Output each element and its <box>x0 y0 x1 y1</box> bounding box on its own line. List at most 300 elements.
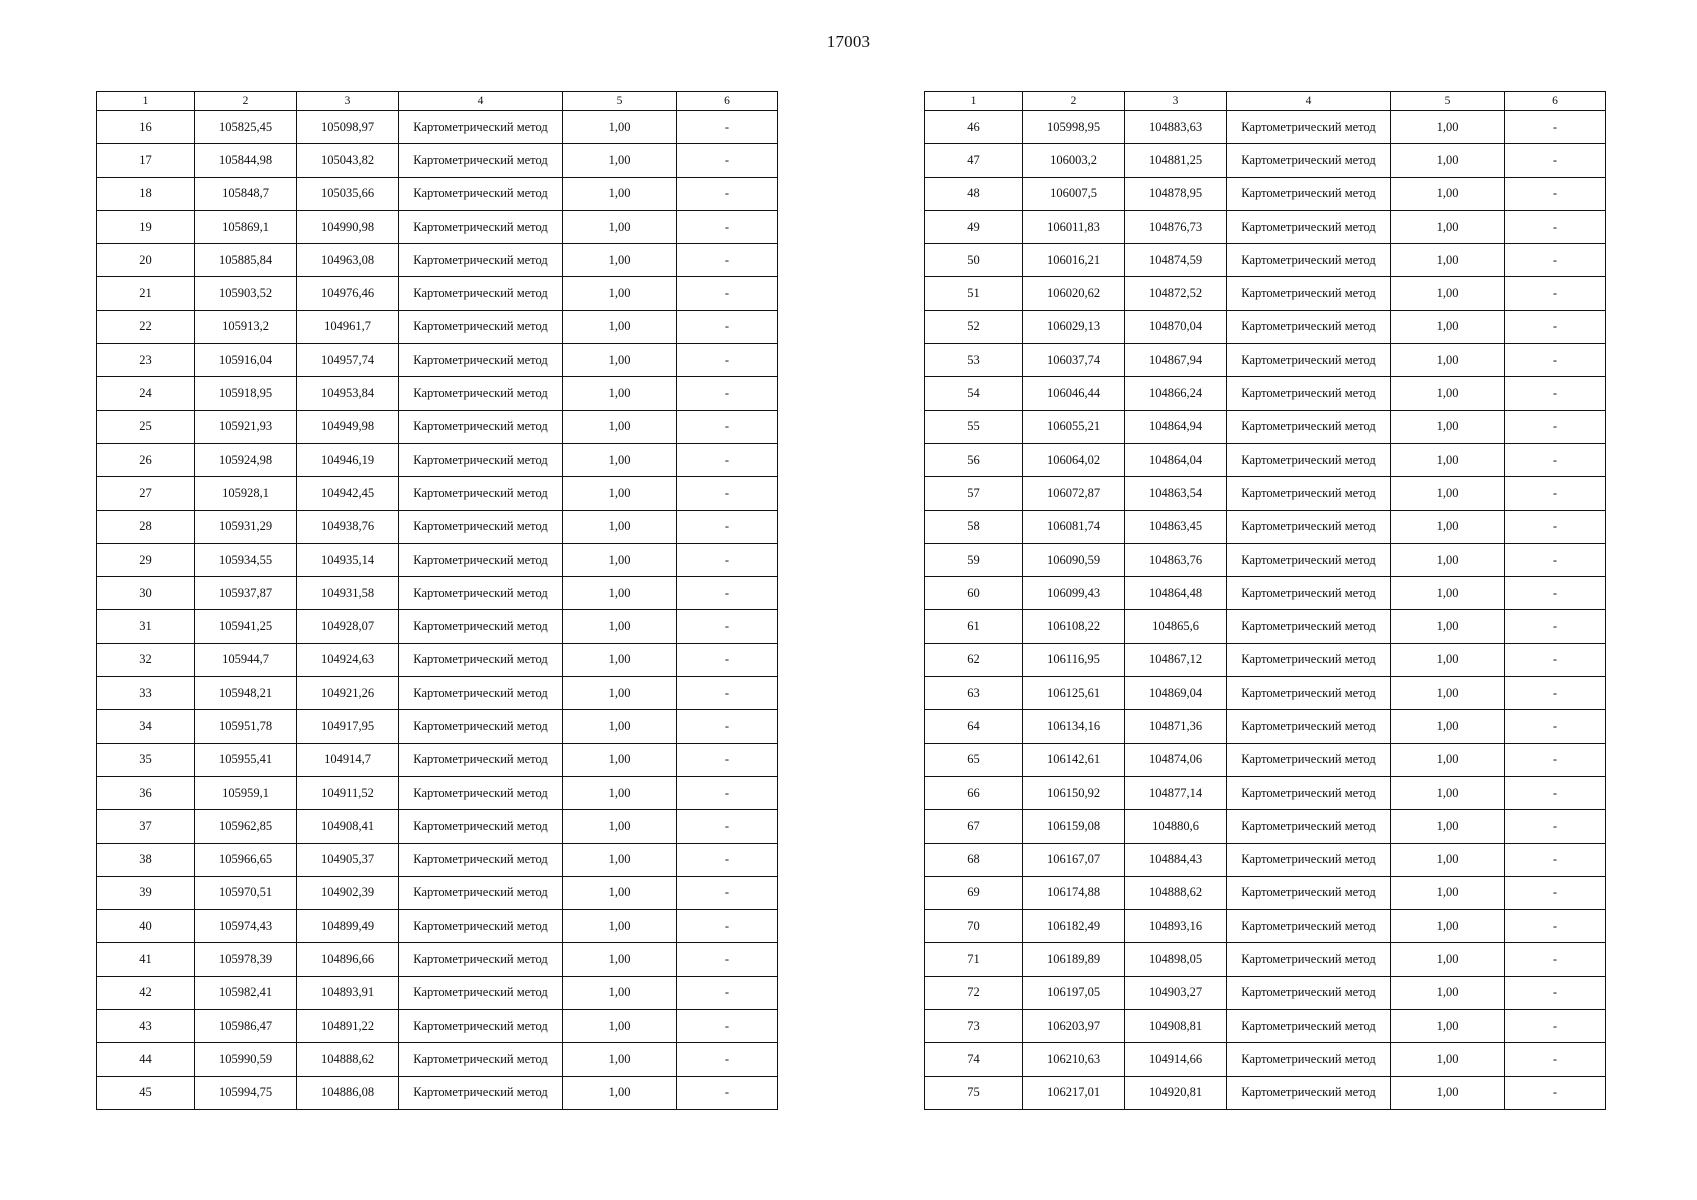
table-header-row <box>97 92 778 111</box>
y-coordinate-cell: 104924,63 <box>297 643 399 676</box>
column-header: 6 <box>677 92 778 111</box>
y-coordinate-cell: 104891,22 <box>297 1010 399 1043</box>
y-coordinate-cell: 104881,25 <box>1125 144 1227 177</box>
x-coordinate-cell: 105966,65 <box>195 843 297 876</box>
y-coordinate-cell: 104863,54 <box>1125 477 1227 510</box>
point-number-cell: 22 <box>97 310 195 343</box>
table-row <box>97 843 778 876</box>
y-coordinate-cell: 104874,59 <box>1125 244 1227 277</box>
description-cell: - <box>677 976 778 1009</box>
description-cell: - <box>677 344 778 377</box>
method-cell: Картометрический метод <box>399 344 563 377</box>
accuracy-cell: 1,00 <box>563 1076 677 1109</box>
description-cell: - <box>1505 210 1606 243</box>
accuracy-cell: 1,00 <box>1391 177 1505 210</box>
point-number-cell: 60 <box>925 577 1023 610</box>
table-row <box>925 776 1606 809</box>
x-coordinate-cell: 105986,47 <box>195 1010 297 1043</box>
point-number-cell: 35 <box>97 743 195 776</box>
y-coordinate-cell: 104864,48 <box>1125 577 1227 610</box>
accuracy-cell: 1,00 <box>1391 743 1505 776</box>
accuracy-cell: 1,00 <box>563 976 677 1009</box>
point-number-cell: 44 <box>97 1043 195 1076</box>
description-cell: - <box>1505 177 1606 210</box>
coordinates-table-left <box>96 91 778 1110</box>
x-coordinate-cell: 106007,5 <box>1023 177 1125 210</box>
table-row <box>925 876 1606 909</box>
point-number-cell: 62 <box>925 643 1023 676</box>
table-row <box>97 976 778 1009</box>
method-cell: Картометрический метод <box>399 843 563 876</box>
accuracy-cell: 1,00 <box>563 876 677 909</box>
table-row <box>925 976 1606 1009</box>
method-cell: Картометрический метод <box>399 543 563 576</box>
method-cell: Картометрический метод <box>1227 310 1391 343</box>
method-cell: Картометрический метод <box>399 377 563 410</box>
accuracy-cell: 1,00 <box>563 810 677 843</box>
description-cell: - <box>1505 577 1606 610</box>
accuracy-cell: 1,00 <box>563 776 677 809</box>
point-number-cell: 46 <box>925 111 1023 144</box>
method-cell: Картометрический метод <box>1227 344 1391 377</box>
description-cell: - <box>677 643 778 676</box>
table-row <box>97 510 778 543</box>
x-coordinate-cell: 105844,98 <box>195 144 297 177</box>
accuracy-cell: 1,00 <box>563 843 677 876</box>
method-cell: Картометрический метод <box>1227 443 1391 476</box>
point-number-cell: 55 <box>925 410 1023 443</box>
point-number-cell: 67 <box>925 810 1023 843</box>
x-coordinate-cell: 105869,1 <box>195 210 297 243</box>
x-coordinate-cell: 106016,21 <box>1023 244 1125 277</box>
accuracy-cell: 1,00 <box>563 144 677 177</box>
accuracy-cell: 1,00 <box>563 443 677 476</box>
description-cell: - <box>677 1076 778 1109</box>
method-cell: Картометрический метод <box>399 976 563 1009</box>
y-coordinate-cell: 104946,19 <box>297 443 399 476</box>
table-row <box>97 344 778 377</box>
y-coordinate-cell: 104905,37 <box>297 843 399 876</box>
table-header-row <box>925 92 1606 111</box>
y-coordinate-cell: 104876,73 <box>1125 210 1227 243</box>
x-coordinate-cell: 106167,07 <box>1023 843 1125 876</box>
accuracy-cell: 1,00 <box>563 244 677 277</box>
x-coordinate-cell: 105825,45 <box>195 111 297 144</box>
table-row <box>925 543 1606 576</box>
description-cell: - <box>1505 1043 1606 1076</box>
accuracy-cell: 1,00 <box>1391 377 1505 410</box>
table-row <box>97 743 778 776</box>
method-cell: Картометрический метод <box>399 177 563 210</box>
x-coordinate-cell: 105951,78 <box>195 710 297 743</box>
x-coordinate-cell: 106203,97 <box>1023 1010 1125 1043</box>
accuracy-cell: 1,00 <box>563 1010 677 1043</box>
x-coordinate-cell: 106090,59 <box>1023 543 1125 576</box>
point-number-cell: 39 <box>97 876 195 909</box>
x-coordinate-cell: 105916,04 <box>195 344 297 377</box>
table-row <box>97 643 778 676</box>
accuracy-cell: 1,00 <box>1391 876 1505 909</box>
y-coordinate-cell: 104902,39 <box>297 876 399 909</box>
point-number-cell: 52 <box>925 310 1023 343</box>
description-cell: - <box>677 776 778 809</box>
column-header: 6 <box>1505 92 1606 111</box>
accuracy-cell: 1,00 <box>1391 643 1505 676</box>
accuracy-cell: 1,00 <box>1391 710 1505 743</box>
x-coordinate-cell: 105978,39 <box>195 943 297 976</box>
description-cell: - <box>677 210 778 243</box>
description-cell: - <box>1505 810 1606 843</box>
accuracy-cell: 1,00 <box>1391 344 1505 377</box>
x-coordinate-cell: 106003,2 <box>1023 144 1125 177</box>
x-coordinate-cell: 106134,16 <box>1023 710 1125 743</box>
point-number-cell: 25 <box>97 410 195 443</box>
table-row <box>925 443 1606 476</box>
method-cell: Картометрический метод <box>399 876 563 909</box>
description-cell: - <box>1505 1010 1606 1043</box>
method-cell: Картометрический метод <box>1227 410 1391 443</box>
accuracy-cell: 1,00 <box>563 1043 677 1076</box>
y-coordinate-cell: 104935,14 <box>297 543 399 576</box>
point-number-cell: 61 <box>925 610 1023 643</box>
x-coordinate-cell: 106099,43 <box>1023 577 1125 610</box>
description-cell: - <box>1505 111 1606 144</box>
y-coordinate-cell: 104903,27 <box>1125 976 1227 1009</box>
x-coordinate-cell: 105998,95 <box>1023 111 1125 144</box>
y-coordinate-cell: 104953,84 <box>297 377 399 410</box>
table-row <box>97 943 778 976</box>
point-number-cell: 50 <box>925 244 1023 277</box>
table-row <box>925 843 1606 876</box>
method-cell: Картометрический метод <box>1227 910 1391 943</box>
x-coordinate-cell: 106174,88 <box>1023 876 1125 909</box>
point-number-cell: 28 <box>97 510 195 543</box>
method-cell: Картометрический метод <box>399 577 563 610</box>
y-coordinate-cell: 104898,05 <box>1125 943 1227 976</box>
y-coordinate-cell: 104961,7 <box>297 310 399 343</box>
description-cell: - <box>677 1010 778 1043</box>
method-cell: Картометрический метод <box>1227 810 1391 843</box>
point-number-cell: 40 <box>97 910 195 943</box>
accuracy-cell: 1,00 <box>563 643 677 676</box>
point-number-cell: 75 <box>925 1076 1023 1109</box>
method-cell: Картометрический метод <box>1227 943 1391 976</box>
point-number-cell: 21 <box>97 277 195 310</box>
y-coordinate-cell: 105098,97 <box>297 111 399 144</box>
accuracy-cell: 1,00 <box>563 210 677 243</box>
column-header: 5 <box>563 92 677 111</box>
point-number-cell: 59 <box>925 543 1023 576</box>
point-number-cell: 37 <box>97 810 195 843</box>
accuracy-cell: 1,00 <box>1391 776 1505 809</box>
x-coordinate-cell: 105948,21 <box>195 677 297 710</box>
x-coordinate-cell: 106182,49 <box>1023 910 1125 943</box>
method-cell: Картометрический метод <box>399 1076 563 1109</box>
point-number-cell: 68 <box>925 843 1023 876</box>
table-row <box>925 410 1606 443</box>
point-number-cell: 32 <box>97 643 195 676</box>
accuracy-cell: 1,00 <box>563 743 677 776</box>
method-cell: Картометрический метод <box>399 1043 563 1076</box>
y-coordinate-cell: 104896,66 <box>297 943 399 976</box>
table-row <box>925 244 1606 277</box>
x-coordinate-cell: 106197,05 <box>1023 976 1125 1009</box>
point-number-cell: 54 <box>925 377 1023 410</box>
table-row <box>925 943 1606 976</box>
table-row <box>97 710 778 743</box>
x-coordinate-cell: 106108,22 <box>1023 610 1125 643</box>
accuracy-cell: 1,00 <box>1391 144 1505 177</box>
point-number-cell: 24 <box>97 377 195 410</box>
table-row <box>925 1043 1606 1076</box>
method-cell: Картометрический метод <box>1227 843 1391 876</box>
accuracy-cell: 1,00 <box>1391 277 1505 310</box>
point-number-cell: 38 <box>97 843 195 876</box>
description-cell: - <box>677 1043 778 1076</box>
description-cell: - <box>677 810 778 843</box>
point-number-cell: 51 <box>925 277 1023 310</box>
table-row <box>97 610 778 643</box>
column-header: 4 <box>1227 92 1391 111</box>
y-coordinate-cell: 104877,14 <box>1125 776 1227 809</box>
point-number-cell: 73 <box>925 1010 1023 1043</box>
table-row <box>925 144 1606 177</box>
method-cell: Картометрический метод <box>1227 643 1391 676</box>
accuracy-cell: 1,00 <box>1391 943 1505 976</box>
y-coordinate-cell: 104928,07 <box>297 610 399 643</box>
description-cell: - <box>677 111 778 144</box>
accuracy-cell: 1,00 <box>1391 677 1505 710</box>
point-number-cell: 31 <box>97 610 195 643</box>
accuracy-cell: 1,00 <box>563 577 677 610</box>
method-cell: Картометрический метод <box>1227 577 1391 610</box>
x-coordinate-cell: 106142,61 <box>1023 743 1125 776</box>
table-row <box>925 210 1606 243</box>
y-coordinate-cell: 104864,94 <box>1125 410 1227 443</box>
method-cell: Картометрический метод <box>399 1010 563 1043</box>
y-coordinate-cell: 104874,06 <box>1125 743 1227 776</box>
method-cell: Картометрический метод <box>1227 510 1391 543</box>
accuracy-cell: 1,00 <box>563 943 677 976</box>
accuracy-cell: 1,00 <box>563 377 677 410</box>
x-coordinate-cell: 106081,74 <box>1023 510 1125 543</box>
table-row <box>925 377 1606 410</box>
y-coordinate-cell: 105035,66 <box>297 177 399 210</box>
method-cell: Картометрический метод <box>399 710 563 743</box>
table-row <box>97 477 778 510</box>
point-number-cell: 42 <box>97 976 195 1009</box>
accuracy-cell: 1,00 <box>1391 1010 1505 1043</box>
point-number-cell: 41 <box>97 943 195 976</box>
description-cell: - <box>1505 410 1606 443</box>
point-number-cell: 20 <box>97 244 195 277</box>
table-row <box>97 244 778 277</box>
x-coordinate-cell: 106064,02 <box>1023 443 1125 476</box>
x-coordinate-cell: 106217,01 <box>1023 1076 1125 1109</box>
description-cell: - <box>1505 677 1606 710</box>
table-row <box>925 610 1606 643</box>
accuracy-cell: 1,00 <box>563 111 677 144</box>
method-cell: Картометрический метод <box>399 244 563 277</box>
table-row <box>97 1076 778 1109</box>
y-coordinate-cell: 104942,45 <box>297 477 399 510</box>
accuracy-cell: 1,00 <box>563 610 677 643</box>
method-cell: Картометрический метод <box>399 776 563 809</box>
y-coordinate-cell: 104920,81 <box>1125 1076 1227 1109</box>
x-coordinate-cell: 105931,29 <box>195 510 297 543</box>
column-header: 1 <box>925 92 1023 111</box>
point-number-cell: 29 <box>97 543 195 576</box>
x-coordinate-cell: 106072,87 <box>1023 477 1125 510</box>
description-cell: - <box>1505 543 1606 576</box>
description-cell: - <box>1505 377 1606 410</box>
page-number: 17003 <box>826 32 871 51</box>
description-cell: - <box>677 244 778 277</box>
method-cell: Картометрический метод <box>399 111 563 144</box>
point-number-cell: 53 <box>925 344 1023 377</box>
table-row <box>925 910 1606 943</box>
description-cell: - <box>677 743 778 776</box>
table-row <box>97 111 778 144</box>
method-cell: Картометрический метод <box>399 510 563 543</box>
table-row <box>925 743 1606 776</box>
column-header: 3 <box>297 92 399 111</box>
method-cell: Картометрический метод <box>1227 976 1391 1009</box>
description-cell: - <box>1505 310 1606 343</box>
description-cell: - <box>1505 743 1606 776</box>
column-header: 1 <box>97 92 195 111</box>
table-row <box>97 1043 778 1076</box>
description-cell: - <box>1505 510 1606 543</box>
y-coordinate-cell: 104931,58 <box>297 577 399 610</box>
method-cell: Картометрический метод <box>399 443 563 476</box>
x-coordinate-cell: 105928,1 <box>195 477 297 510</box>
x-coordinate-cell: 106150,92 <box>1023 776 1125 809</box>
x-coordinate-cell: 105962,85 <box>195 810 297 843</box>
method-cell: Картометрический метод <box>1227 776 1391 809</box>
y-coordinate-cell: 104867,94 <box>1125 344 1227 377</box>
method-cell: Картометрический метод <box>1227 677 1391 710</box>
x-coordinate-cell: 105982,41 <box>195 976 297 1009</box>
point-number-cell: 48 <box>925 177 1023 210</box>
table-row <box>97 577 778 610</box>
x-coordinate-cell: 105990,59 <box>195 1043 297 1076</box>
method-cell: Картометрический метод <box>1227 377 1391 410</box>
x-coordinate-cell: 105955,41 <box>195 743 297 776</box>
point-number-cell: 43 <box>97 1010 195 1043</box>
x-coordinate-cell: 105970,51 <box>195 876 297 909</box>
description-cell: - <box>1505 910 1606 943</box>
description-cell: - <box>677 310 778 343</box>
y-coordinate-cell: 104888,62 <box>1125 876 1227 909</box>
method-cell: Картометрический метод <box>1227 177 1391 210</box>
y-coordinate-cell: 104957,74 <box>297 344 399 377</box>
point-number-cell: 70 <box>925 910 1023 943</box>
table-row <box>925 677 1606 710</box>
description-cell: - <box>677 377 778 410</box>
point-number-cell: 69 <box>925 876 1023 909</box>
method-cell: Картометрический метод <box>399 410 563 443</box>
point-number-cell: 27 <box>97 477 195 510</box>
x-coordinate-cell: 106210,63 <box>1023 1043 1125 1076</box>
y-coordinate-cell: 104990,98 <box>297 210 399 243</box>
point-number-cell: 72 <box>925 976 1023 1009</box>
accuracy-cell: 1,00 <box>563 344 677 377</box>
point-number-cell: 57 <box>925 477 1023 510</box>
point-number-cell: 56 <box>925 443 1023 476</box>
table-row <box>97 177 778 210</box>
method-cell: Картометрический метод <box>1227 244 1391 277</box>
accuracy-cell: 1,00 <box>1391 210 1505 243</box>
accuracy-cell: 1,00 <box>1391 510 1505 543</box>
description-cell: - <box>1505 144 1606 177</box>
point-number-cell: 19 <box>97 210 195 243</box>
x-coordinate-cell: 105934,55 <box>195 543 297 576</box>
accuracy-cell: 1,00 <box>563 410 677 443</box>
y-coordinate-cell: 104899,49 <box>297 910 399 943</box>
accuracy-cell: 1,00 <box>1391 477 1505 510</box>
accuracy-cell: 1,00 <box>1391 410 1505 443</box>
y-coordinate-cell: 104867,12 <box>1125 643 1227 676</box>
point-number-cell: 16 <box>97 111 195 144</box>
description-cell: - <box>1505 976 1606 1009</box>
description-cell: - <box>677 144 778 177</box>
description-cell: - <box>677 677 778 710</box>
x-coordinate-cell: 106189,89 <box>1023 943 1125 976</box>
method-cell: Картометрический метод <box>1227 210 1391 243</box>
accuracy-cell: 1,00 <box>563 477 677 510</box>
column-header: 2 <box>195 92 297 111</box>
y-coordinate-cell: 104870,04 <box>1125 310 1227 343</box>
y-coordinate-cell: 104963,08 <box>297 244 399 277</box>
x-coordinate-cell: 105959,1 <box>195 776 297 809</box>
y-coordinate-cell: 104871,36 <box>1125 710 1227 743</box>
y-coordinate-cell: 104883,63 <box>1125 111 1227 144</box>
table-row <box>925 277 1606 310</box>
description-cell: - <box>677 876 778 909</box>
column-header: 3 <box>1125 92 1227 111</box>
method-cell: Картометрический метод <box>1227 1076 1391 1109</box>
description-cell: - <box>1505 776 1606 809</box>
table-row <box>925 111 1606 144</box>
y-coordinate-cell: 104914,7 <box>297 743 399 776</box>
method-cell: Картометрический метод <box>1227 876 1391 909</box>
accuracy-cell: 1,00 <box>1391 111 1505 144</box>
table-row <box>97 543 778 576</box>
description-cell: - <box>1505 244 1606 277</box>
accuracy-cell: 1,00 <box>563 177 677 210</box>
column-header: 4 <box>399 92 563 111</box>
method-cell: Картометрический метод <box>1227 111 1391 144</box>
accuracy-cell: 1,00 <box>563 910 677 943</box>
y-coordinate-cell: 104865,6 <box>1125 610 1227 643</box>
x-coordinate-cell: 106055,21 <box>1023 410 1125 443</box>
method-cell: Картометрический метод <box>1227 710 1391 743</box>
table-row <box>925 177 1606 210</box>
method-cell: Картометрический метод <box>1227 277 1391 310</box>
accuracy-cell: 1,00 <box>1391 443 1505 476</box>
point-number-cell: 23 <box>97 344 195 377</box>
table-row <box>97 210 778 243</box>
method-cell: Картометрический метод <box>399 943 563 976</box>
accuracy-cell: 1,00 <box>1391 310 1505 343</box>
table-row <box>97 876 778 909</box>
table-row <box>925 810 1606 843</box>
table-row <box>925 577 1606 610</box>
x-coordinate-cell: 105903,52 <box>195 277 297 310</box>
table-row <box>925 710 1606 743</box>
description-cell: - <box>677 277 778 310</box>
